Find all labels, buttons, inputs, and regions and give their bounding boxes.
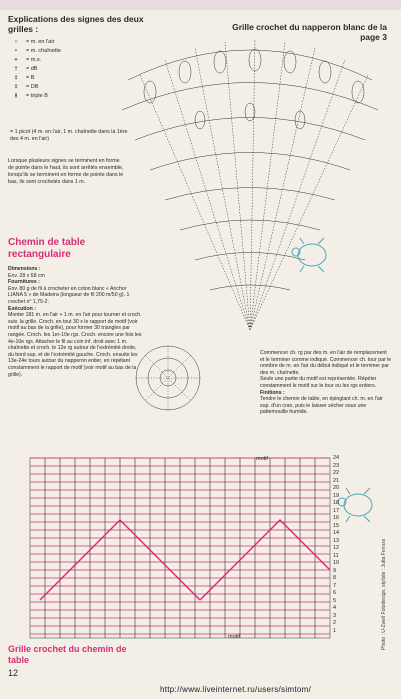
row-number: 10 (333, 560, 340, 566)
legend-list (10, 38, 135, 101)
row-numbers (333, 455, 339, 635)
single-crochet-symbol-icon: + (14, 57, 18, 63)
triple-b-symbol-icon: ⫲ (15, 93, 17, 99)
legend-item-text: = triple B (26, 93, 48, 99)
row-number: 21 (333, 477, 340, 484)
legend-item (10, 47, 135, 56)
picot-explanation: = 1 picot (4 m. en l'air, 1 m. chaînette dans la 1ère des 4 m. en l'air) (10, 129, 128, 142)
legend-item-text: = m.s. (26, 57, 42, 63)
row-number: 24 (333, 455, 340, 461)
table-runner-title: Chemin de table rectangulaire (8, 237, 86, 260)
slip-stitch-symbol-icon: • (15, 48, 17, 54)
row-number: 12 (333, 545, 340, 551)
dc-symbol-icon: † (14, 66, 18, 72)
motif-label-bottom: motif (228, 634, 240, 640)
execution-text: Monter 181 m. en l'air + 1 m. en l'air pour tourner et croch. suiv. la grille. Croch. en tout 30 x le rapport de motif (voir motif au bas de la grille), pour former 30 triangles par rangée. Croch. les 1er-10e rgs. Croch. encore une fois les 4e-10e rgs. Attacher le fil au coin inf. droit avec 1 m. chaînette et croch. le 12e rg autour de l'extrémité droite, du bord sup. et de l'extrémité gauche. Croch. ensuite les 13e-24e tours autour du napperon entier, en répétant constamment le rapport de motif (voir motif au bas de la grille). (8, 312, 142, 378)
b-symbol-icon: ‡ (14, 75, 18, 81)
legend-item (10, 56, 135, 65)
row-number: 17 (333, 507, 340, 514)
turtle-stamp-bottom (338, 488, 372, 522)
row-number: 4 (333, 605, 337, 611)
finitions-label: Finitions : (260, 389, 285, 396)
row-number: 20 (333, 485, 340, 491)
row-number: 3 (333, 612, 337, 619)
legend-item (10, 74, 135, 83)
doily-grid-title: Grille crochet du napperon blanc de la page 3 (232, 22, 387, 42)
row-number: 9 (333, 567, 337, 574)
turtle-stamp-top (292, 238, 326, 272)
legend-item-text: = m. en l'air (26, 39, 55, 45)
row-number: 6 (333, 590, 337, 596)
row-number: 19 (333, 492, 340, 499)
legend-note: Lorsque plusieurs signes se terminent en forme de pointe dans le haut, ils sont arrêtés ensemble, lorsqu'ils se terminent en forme de pointe dans le bas, ils sont crochetés dans 1 m. (8, 158, 124, 185)
rows-text: Commencer ch. rg par des m. en l'air de remplacement et le terminer comme indiqué. Commencer ch. tour par le nombre de m. en l'air du début indiqué et le terminer par des m. chaînette. (260, 350, 392, 376)
motif-label-top: motif (256, 456, 268, 462)
source-url[interactable]: http://www.liveinternet.ru/users/simtom/ (160, 685, 312, 694)
legend-item-text: = m. chaînette (26, 48, 62, 54)
row-number: 14 (333, 530, 340, 536)
legend-item-text: = DB (26, 84, 39, 90)
row-number: 13 (333, 537, 340, 544)
legend-title: Explications des signes des deux grilles : (8, 14, 144, 34)
row-number: 16 (333, 515, 340, 521)
execution-label: Exécution : (8, 305, 36, 312)
legend-item (10, 83, 135, 92)
chain-symbol-icon: ○ (14, 39, 18, 45)
legend-item (10, 38, 135, 47)
repeat-text: Seule une partie du motif est représentée. Répéter constamment le motif sur le tour ou les rgs entiers. (260, 376, 377, 389)
photo-credit: Photo : U-Zweil Fotodesign, styliste : Jutta Ferrara (381, 538, 387, 650)
legend-item (10, 92, 135, 101)
dimensions-label: Dimensions : (8, 266, 41, 272)
instructions-left (8, 266, 142, 378)
top-band (0, 0, 401, 10)
row-number: 7 (333, 582, 337, 589)
row-number: 23 (333, 462, 340, 469)
legend-item-text: = B (26, 75, 35, 81)
table-runner-grid-title: Grille crochet du chemin de table (8, 644, 127, 665)
fournitures-text: Env. 80 g de fil à crocheter en coton blanc « Anchor LIANA 5 » de Madeira (longueur de fil 200 m/50 g). 1 crochet n° 1,75-2. (8, 285, 130, 305)
dimensions-text: Env. 28 x 68 cm (8, 272, 45, 279)
table-runner-grid (30, 458, 330, 638)
legend-item-text: = dB (26, 66, 38, 72)
db-symbol-icon: ‡ (14, 84, 18, 90)
row-number: 18 (333, 500, 340, 506)
fournitures-label: Fournitures : (8, 279, 40, 286)
row-number: 5 (333, 597, 337, 604)
row-number: 2 (333, 620, 337, 626)
legend-item (10, 65, 135, 74)
row-number: 1 (333, 627, 337, 634)
row-number: 8 (333, 575, 337, 581)
instructions-right (260, 350, 392, 416)
row-number: 15 (333, 522, 340, 529)
row-number: 22 (333, 470, 340, 476)
page-number: 12 (8, 668, 19, 678)
row-number: 11 (333, 552, 339, 559)
finitions-text: Tendre le chemin de table, en épinglant ch. m. en l'air sup. d'un cran, puis le laisser sécher sous une pattemouille humide. (260, 396, 383, 416)
